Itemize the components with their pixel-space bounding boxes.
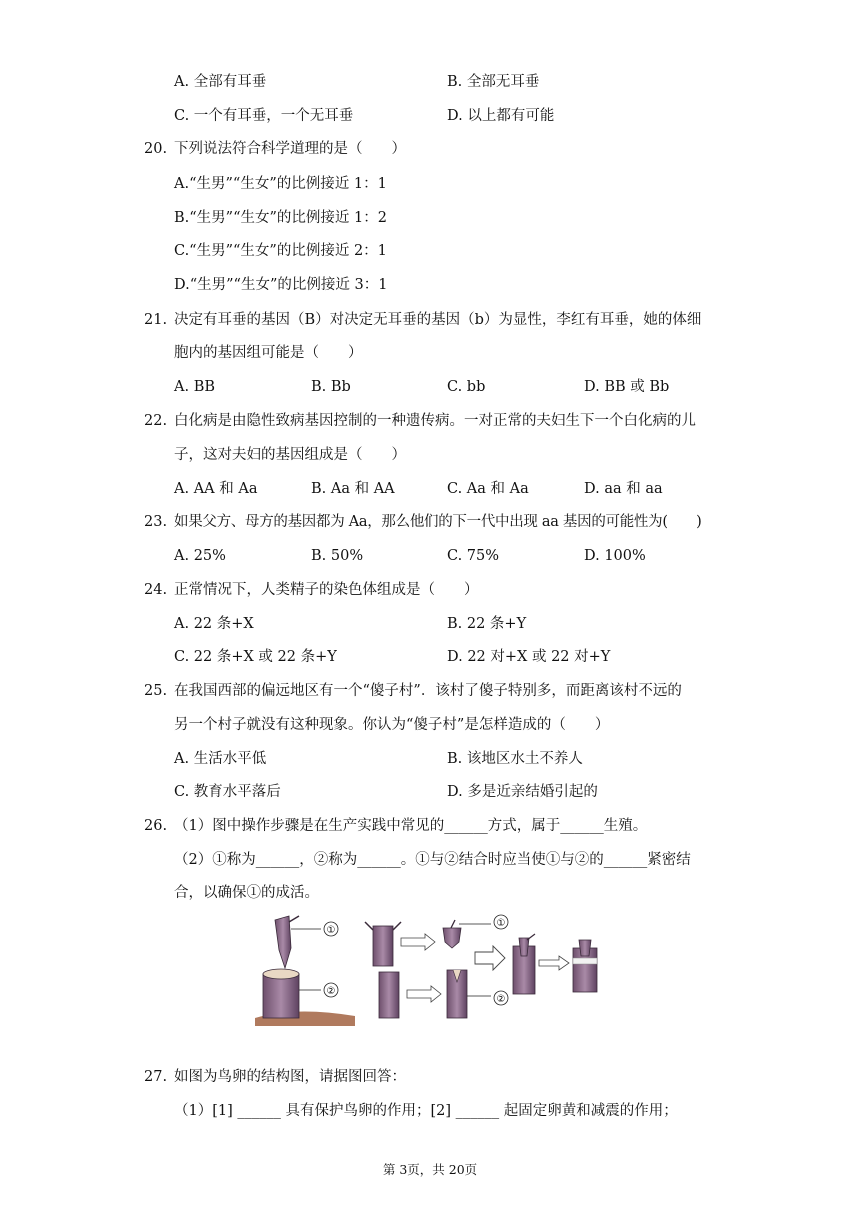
q26-line3: 合，以确保①的成活。 bbox=[174, 885, 319, 901]
q25-number: 25. bbox=[144, 683, 168, 699]
q20-number: 20. bbox=[144, 141, 168, 157]
q22-option-b: B. Aa 和 AA bbox=[311, 481, 395, 497]
arrow-1 bbox=[401, 934, 435, 950]
q26-line1: （1）图中操作步骤是在生产实践中常见的______方式，属于______生殖。 bbox=[174, 818, 648, 834]
q20-option-a: A.“生男”“生女”的比例接近 1：1 bbox=[174, 176, 387, 192]
q27-number: 27. bbox=[144, 1069, 168, 1085]
q24-option-a: A. 22 条+X bbox=[174, 616, 254, 632]
q22-option-c: C. Aa 和 Aa bbox=[447, 481, 529, 497]
q27-stem: 如图为鸟卵的结构图，请据图回答： bbox=[174, 1069, 406, 1085]
stock-middle bbox=[379, 972, 399, 1018]
q21-option-a: A. BB bbox=[174, 379, 216, 395]
q24-stem: 正常情况下，人类精子的染色体组成是（ ） bbox=[174, 582, 479, 598]
scion-left bbox=[275, 916, 299, 968]
q23-option-d: D. 100% bbox=[584, 548, 646, 564]
q27-line2: （1）[1] ______ 具有保护鸟卵的作用；[2] ______ 起固定卵黄和减震的作用； bbox=[174, 1103, 678, 1119]
q21-number: 21. bbox=[144, 312, 168, 328]
q25-stem-line2: 另一个村子就没有这种现象。你认为“傻子村”是怎样造成的（ ） bbox=[174, 717, 610, 733]
branch-top bbox=[365, 922, 401, 966]
label-2-left: ② bbox=[326, 986, 336, 997]
q23-option-a: A. 25% bbox=[174, 548, 226, 564]
q24-option-c: C. 22 条+X 或 22 条+Y bbox=[174, 649, 337, 665]
q25-option-a: A. 生活水平低 bbox=[174, 751, 267, 767]
q23-stem: 如果父方、母方的基因都为 Aa，那么他们的下一代中出现 aa 基因的可能性为( ) bbox=[174, 514, 702, 530]
q25-stem-line1: 在我国西部的偏远地区有一个“傻子村”．该村了傻子特别多，而距离该村不远的 bbox=[174, 683, 682, 699]
q22-stem-line2: 子，这对夫妇的基因组成是（ ） bbox=[174, 447, 406, 463]
q21-option-b: B. Bb bbox=[311, 379, 351, 395]
q25-option-b: B. 该地区水土不养人 bbox=[447, 751, 583, 767]
q19-option-c: C. 一个有耳垂，一个无耳垂 bbox=[174, 108, 354, 124]
q23-number: 23. bbox=[144, 514, 168, 530]
q22-option-a: A. AA 和 Aa bbox=[174, 481, 258, 497]
page-footer: 第 3页，共 20页 bbox=[382, 1162, 478, 1177]
arrow-2 bbox=[407, 986, 441, 1002]
arrow-4 bbox=[539, 956, 569, 970]
q24-number: 24. bbox=[144, 582, 168, 598]
q22-option-d: D. aa 和 aa bbox=[584, 481, 663, 497]
grafted-step2 bbox=[573, 940, 597, 992]
q24-option-b: B. 22 条+Y bbox=[447, 616, 527, 632]
scion-piece bbox=[443, 920, 461, 948]
q21-stem-line1: 决定有耳垂的基因（B）对决定无耳垂的基因（b）为显性，李红有耳垂，她的体细 bbox=[174, 312, 702, 328]
stock-split bbox=[447, 970, 467, 1018]
q19-option-d: D. 以上都有可能 bbox=[447, 108, 555, 124]
q22-number: 22. bbox=[144, 413, 168, 429]
q21-option-c: C. bb bbox=[447, 379, 486, 395]
q25-option-c: C. 教育水平落后 bbox=[174, 784, 281, 800]
label-1-right: ① bbox=[496, 918, 506, 929]
stock-left bbox=[263, 969, 299, 1018]
q23-option-c: C. 75% bbox=[447, 548, 500, 564]
q21-stem-line2: 胞内的基因组可能是（ ） bbox=[174, 345, 363, 361]
label-2-right: ② bbox=[496, 994, 506, 1005]
q19-option-b: B. 全部无耳垂 bbox=[447, 74, 540, 90]
q20-stem: 下列说法符合科学道理的是（ ） bbox=[174, 141, 406, 157]
q20-option-d: D.“生男”“生女”的比例接近 3：1 bbox=[174, 277, 388, 293]
q20-option-c: C.“生男”“生女”的比例接近 2：1 bbox=[174, 243, 387, 259]
q24-option-d: D. 22 对+X 或 22 对+Y bbox=[447, 649, 611, 665]
q19-option-a: A. 全部有耳垂 bbox=[174, 74, 267, 90]
grafted-step1 bbox=[513, 934, 535, 994]
grafting-figure bbox=[255, 908, 615, 1028]
arrow-3 bbox=[475, 946, 505, 970]
q26-number: 26. bbox=[144, 818, 168, 834]
q26-line2: （2）①称为______，②称为______。①与②结合时应当使①与②的______紧密结 bbox=[174, 852, 691, 868]
q21-option-d: D. BB 或 Bb bbox=[584, 379, 670, 395]
q22-stem-line1: 白化病是由隐性致病基因控制的一种遗传病。一对正常的夫妇生下一个白化病的儿 bbox=[174, 413, 696, 429]
q25-option-d: D. 多是近亲结婚引起的 bbox=[447, 784, 598, 800]
q20-option-b: B.“生男”“生女”的比例接近 1：2 bbox=[174, 210, 387, 226]
q23-option-b: B. 50% bbox=[311, 548, 364, 564]
label-1-left: ① bbox=[326, 925, 336, 936]
